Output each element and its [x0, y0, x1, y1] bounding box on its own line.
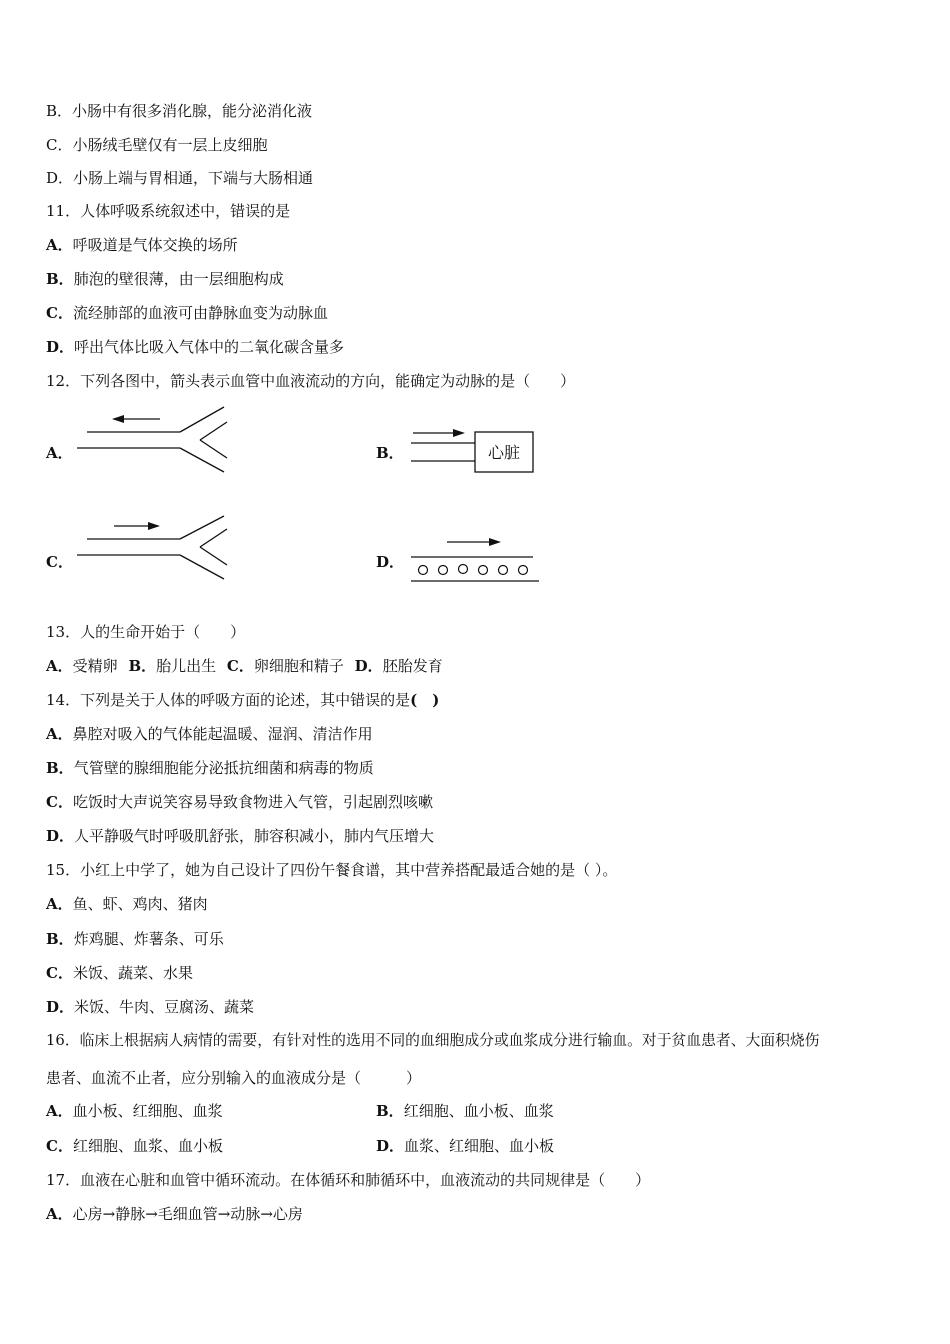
- answer-blank: ( ): [410, 691, 440, 709]
- flow-arrow-head-right: [489, 538, 501, 546]
- vessel-diagram-b: [405, 420, 540, 476]
- option-label: D．: [46, 338, 75, 356]
- option-text: 炸鸡腿、炸薯条、可乐: [73, 930, 224, 948]
- blood-cell-circle: [459, 565, 468, 574]
- option-text: 流经肺部的血液可由静脉血变为动脉血: [72, 304, 328, 322]
- option-text: 气管壁的腺细胞能分泌抵抗细菌和病毒的物质: [73, 759, 374, 777]
- branch-lower-inner: [200, 440, 227, 458]
- flow-arrow-head-right: [453, 429, 465, 437]
- q14-stem: [46, 690, 439, 710]
- option-label: B．: [46, 759, 74, 777]
- option-label: D．: [376, 1137, 405, 1155]
- blood-cell-circle: [519, 566, 528, 575]
- option-text: 呼吸道是气体交换的场所: [72, 236, 238, 254]
- q11-option-a: [46, 235, 238, 255]
- option-label: C．: [46, 964, 73, 982]
- option-text: 鼻腔对吸入的气体能起温暖、湿润、清洁作用: [72, 725, 373, 743]
- blood-cell-circle: [419, 566, 428, 575]
- q15-option-d: [46, 997, 254, 1017]
- q12-figure-c: [72, 513, 237, 585]
- option-text: 鱼、虾、鸡肉、猪肉: [72, 895, 208, 913]
- q17-stem: 17．血液在心脏和血管中循环流动。在体循环和肺循环中，血液流动的共同规律是（ ）: [46, 1171, 651, 1189]
- option-text: 受精卵: [72, 657, 118, 675]
- q10-option-d: D．小肠上端与胃相通，下端与大肠相通: [46, 169, 314, 187]
- option-label: B．: [46, 270, 74, 288]
- branch-upper-inner: [200, 422, 227, 440]
- option-label: D．: [46, 998, 75, 1016]
- option-text: 吃饭时大声说笑容易导致食物进入气管，引起剧烈咳嗽: [72, 793, 433, 811]
- q11-option-b: [46, 269, 284, 289]
- option-text: 心房→静脉→毛细血管→动脉→心房: [72, 1205, 303, 1223]
- q14-option-d: [46, 826, 434, 846]
- option-label: A．: [46, 657, 73, 675]
- option-label: D．: [46, 827, 75, 845]
- option-label: C．: [46, 1137, 73, 1155]
- vessel-diagram-a: [72, 404, 237, 474]
- option-text: 血小板、红细胞、血浆: [72, 1102, 223, 1120]
- q14-option-a: [46, 724, 373, 744]
- q12-stem: 12．下列各图中，箭头表示血管中血液流动的方向，能确定为动脉的是（ ）: [46, 372, 576, 390]
- q15-option-c: [46, 963, 193, 983]
- blood-cell-circle: [439, 566, 448, 575]
- option-label: A．: [46, 1102, 73, 1120]
- option-text: 肺泡的壁很薄，由一层细胞构成: [73, 270, 284, 288]
- q13-options: [46, 656, 443, 676]
- q12-figure-b-label: B．: [376, 444, 404, 462]
- option-label: A．: [46, 725, 73, 743]
- flow-arrow-head-left: [112, 415, 124, 423]
- q11-option-c: [46, 303, 328, 323]
- option-label: C．: [46, 304, 73, 322]
- q14-stem-text: 14．下列是关于人体的呼吸方面的论述，其中错误的是: [46, 691, 411, 709]
- q14-option-c: [46, 792, 433, 812]
- q16-option-a: [46, 1101, 223, 1121]
- q10-option-c: C．小肠绒毛壁仅有一层上皮细胞: [46, 136, 268, 154]
- q12-figure-d: [405, 530, 545, 586]
- q12-figure-b: [405, 420, 540, 476]
- q15-stem: 15．小红上中学了，她为自己设计了四份午餐食谱，其中营养搭配最适合她的是（ ）。: [46, 861, 618, 879]
- q17-option-a: [46, 1204, 303, 1224]
- q16-option-c: [46, 1136, 223, 1156]
- q12-figure-c-label: C．: [46, 553, 73, 571]
- q11-stem: 11．人体呼吸系统叙述中，错误的是: [46, 202, 291, 220]
- q16-option-d: [376, 1136, 554, 1156]
- option-text: 呼出气体比吸入气体中的二氧化碳含量多: [74, 338, 345, 356]
- option-text: 红细胞、血浆、血小板: [72, 1137, 223, 1155]
- option-text: 米饭、蔬菜、水果: [72, 964, 193, 982]
- blood-cell-circle: [499, 566, 508, 575]
- blood-cell-circle: [479, 566, 488, 575]
- heart-label: 心脏: [487, 443, 521, 462]
- vessel-diagram-c: [72, 513, 237, 585]
- vessel-diagram-d: [405, 530, 545, 586]
- option-label: A．: [46, 236, 73, 254]
- option-text: 人平静吸气时呼吸肌舒张，肺容积减小，肺内气压增大: [74, 827, 435, 845]
- q10-option-b: B．小肠中有很多消化腺，能分泌消化液: [46, 102, 313, 120]
- option-text: 卵细胞和精子: [253, 657, 344, 675]
- option-label: C．: [226, 657, 254, 675]
- q11-option-d: [46, 337, 344, 357]
- q12-figure-a: [72, 404, 237, 474]
- q14-option-b: [46, 758, 374, 778]
- option-label: A．: [46, 895, 73, 913]
- q16-stem-line1: 16．临床上根据病人病情的需要，有针对性的选用不同的血细胞成分或血浆成分进行输血。对于贫血患者、大面积烧伤: [46, 1032, 820, 1049]
- option-text: 米饭、牛肉、豆腐汤、蔬菜: [74, 998, 255, 1016]
- option-text: 胎儿出生: [156, 657, 217, 675]
- q16-option-b: [376, 1101, 554, 1121]
- option-text: 血浆、红细胞、血小板: [404, 1137, 555, 1155]
- q12-figure-a-label: A．: [46, 444, 73, 462]
- option-label: B．: [376, 1102, 404, 1120]
- q13-stem: 13．人的生命开始于（ ）: [46, 623, 246, 641]
- q15-option-b: [46, 929, 224, 949]
- q16-stem-line2: 患者、血流不止者，应分别输入的血液成分是（ ）: [46, 1069, 422, 1087]
- option-label: D．: [354, 657, 383, 675]
- q15-option-a: [46, 894, 208, 914]
- q12-figure-d-label: D．: [376, 553, 405, 571]
- option-label: B．: [46, 930, 74, 948]
- branch-lower-inner: [200, 547, 227, 565]
- option-label: B．: [128, 657, 157, 675]
- flow-arrow-head-right: [148, 522, 160, 530]
- option-label: C．: [46, 793, 73, 811]
- branch-upper-inner: [200, 529, 227, 547]
- option-label: A．: [46, 1205, 73, 1223]
- option-text: 红细胞、血小板、血浆: [403, 1102, 554, 1120]
- option-text: 胚胎发育: [382, 657, 443, 675]
